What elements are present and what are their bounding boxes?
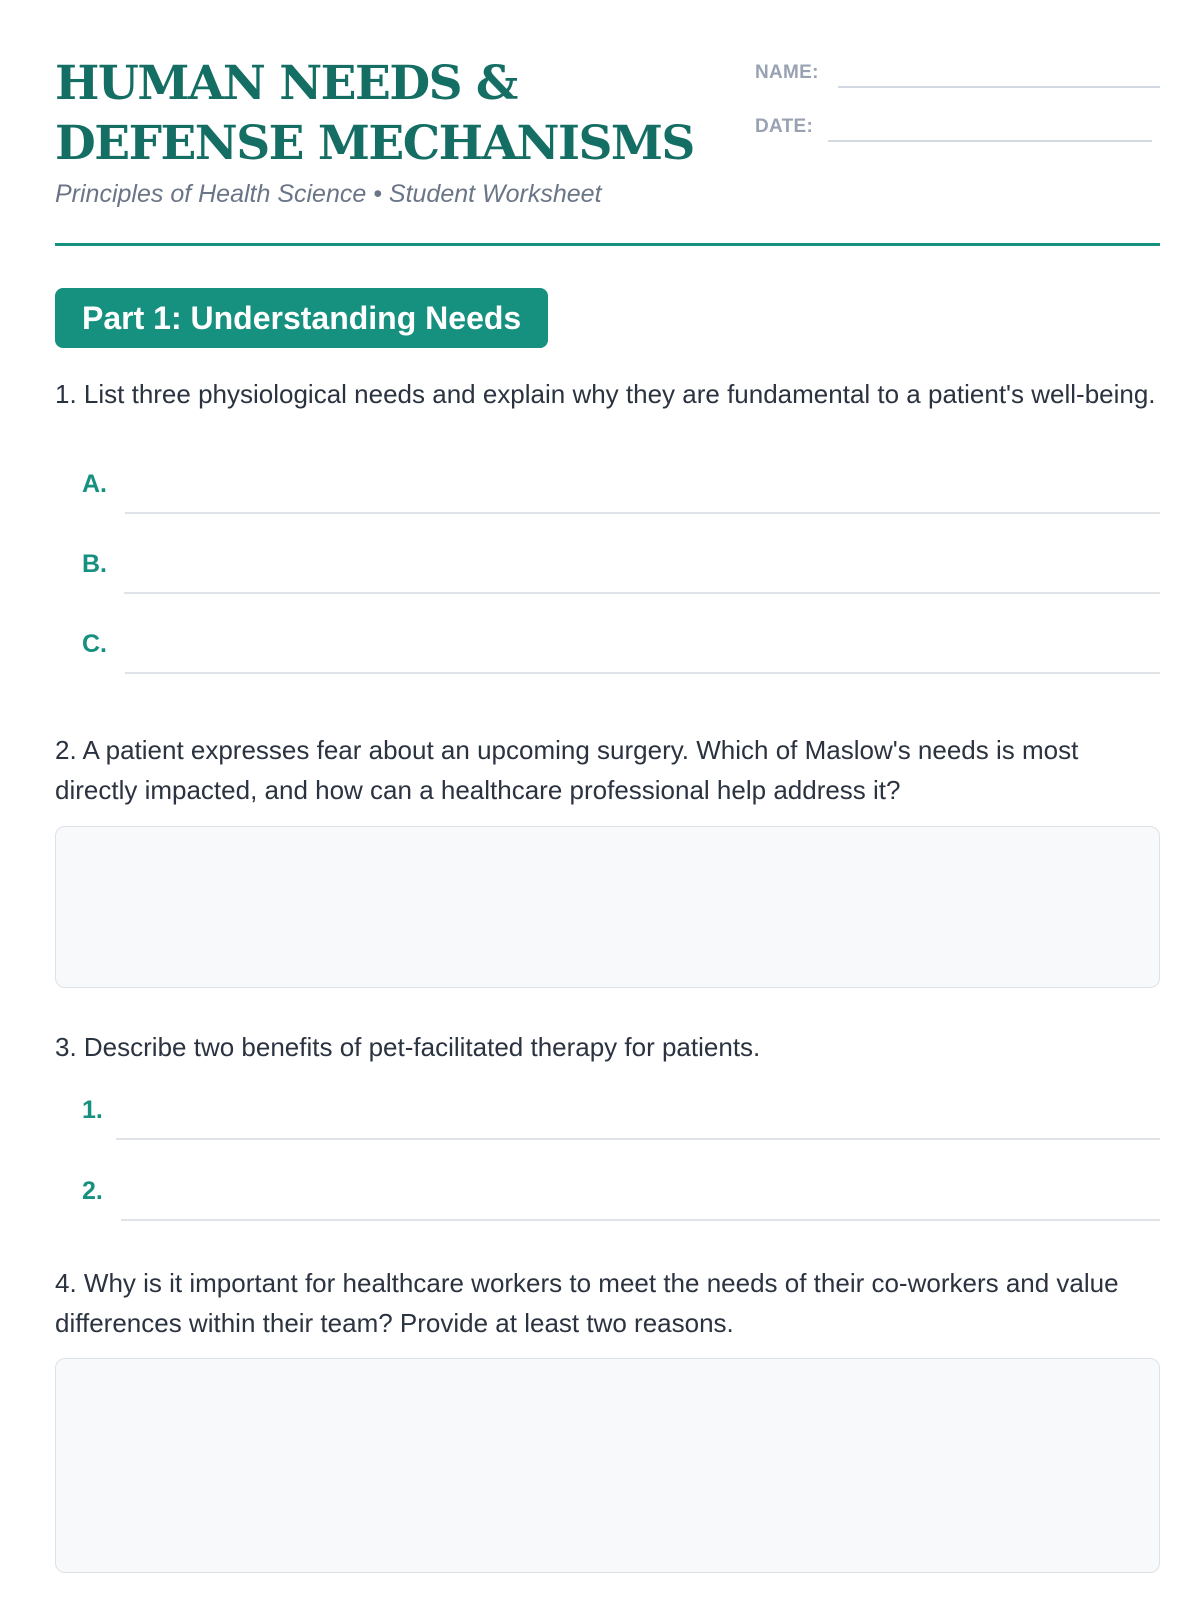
name-input-line[interactable] <box>838 86 1160 88</box>
question-1-answer-a <box>55 458 1160 514</box>
answer-line-c[interactable] <box>125 672 1160 674</box>
answer-line-2[interactable] <box>121 1219 1160 1221</box>
question-1-text: 1. List three physiological needs and explain why they are fundamental to a patient's well-being. <box>55 379 1156 409</box>
answer-label-a: A. <box>82 470 107 498</box>
question-2-text: 2. A patient expresses fear about an upcoming surgery. Which of Maslow's needs is most directly impacted, and how can a healthcare professional help address it? <box>55 735 1079 805</box>
name-field-row <box>755 58 1160 88</box>
answer-line-a[interactable] <box>125 512 1160 514</box>
date-input-line[interactable] <box>828 140 1152 142</box>
section-heading-part-1: Part 1: Understanding Needs <box>55 288 548 348</box>
name-label: NAME: <box>755 62 819 83</box>
question-3-text: 3. Describe two benefits of pet-facilitated therapy for patients. <box>55 1032 761 1062</box>
question-4-answer-box[interactable] <box>55 1358 1160 1573</box>
question-3-answer-1 <box>55 1084 1160 1140</box>
answer-line-1[interactable] <box>116 1138 1160 1140</box>
date-field-row <box>755 112 1152 142</box>
question-3-answer-2 <box>55 1165 1160 1221</box>
worksheet-title: HUMAN NEEDS & DEFENSE MECHANISMS <box>55 56 694 171</box>
question-1-answer-b <box>55 538 1160 594</box>
date-label: DATE: <box>755 116 814 137</box>
worksheet-subtitle: Principles of Health Science • Student Worksheet <box>55 180 602 208</box>
worksheet-header <box>55 0 1160 246</box>
worksheet-page <box>55 0 1160 1338</box>
answer-line-b[interactable] <box>124 592 1160 594</box>
question-4-text: 4. Why is it important for healthcare workers to meet the needs of their co-workers and value differences within their team? Provide at least two reasons. <box>55 1268 1119 1338</box>
question-2-answer-box[interactable] <box>55 826 1160 988</box>
question-1-answer-c <box>55 618 1160 674</box>
answer-label-b: B. <box>82 550 107 578</box>
answer-label-2: 2. <box>82 1177 103 1205</box>
answer-label-1: 1. <box>82 1096 103 1124</box>
answer-label-c: C. <box>82 630 107 658</box>
